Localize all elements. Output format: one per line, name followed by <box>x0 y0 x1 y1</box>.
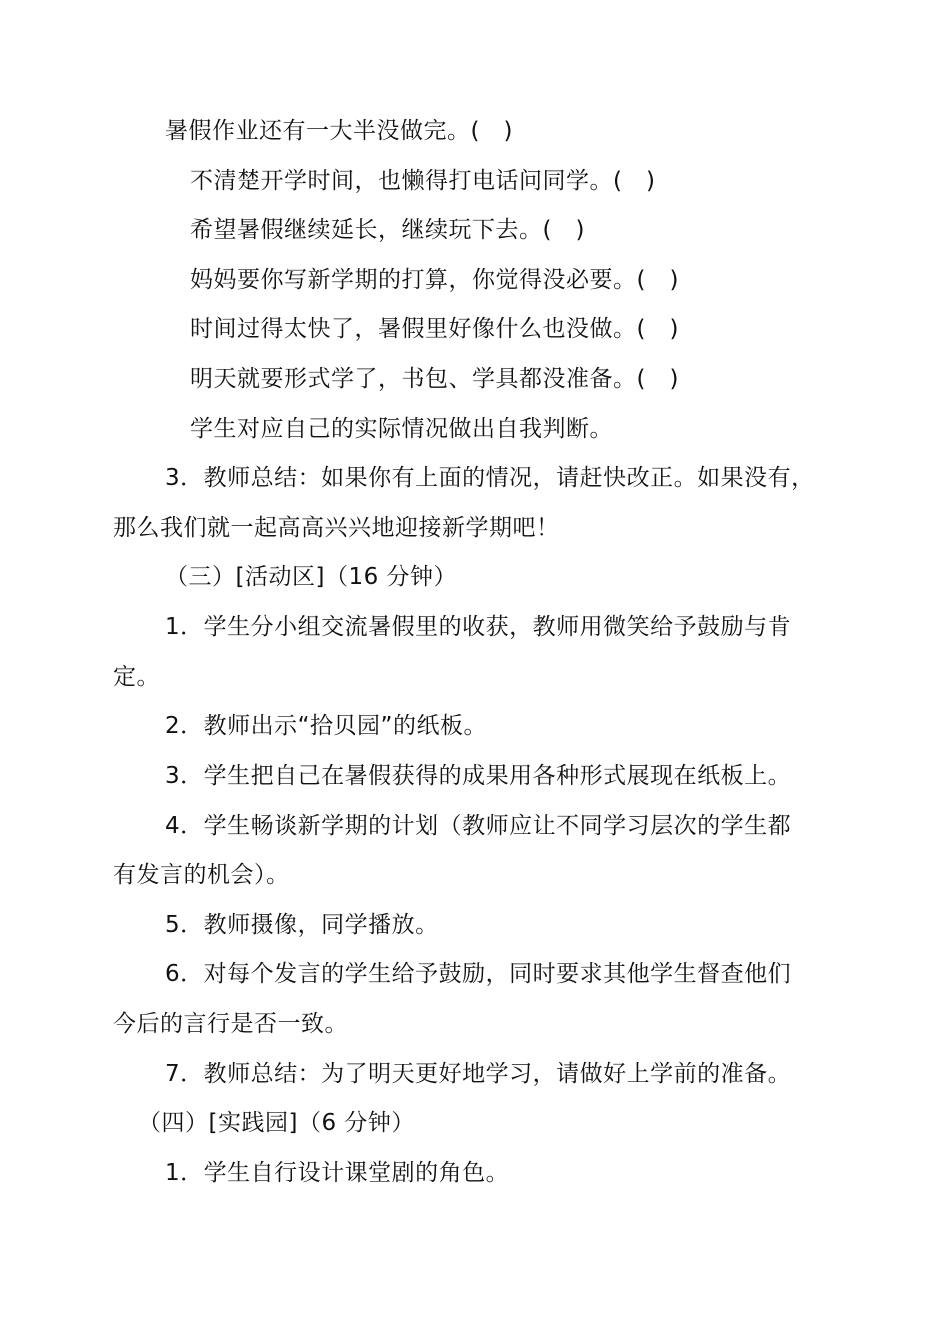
text-line: 不清楚开学时间，也懒得打电话问同学。( ) <box>190 168 656 194</box>
text-line: 3．教师总结：如果你有上面的情况，请赶快改正。如果没有， <box>165 465 815 491</box>
text-line: 1．学生分小组交流暑假里的收获，教师用微笑给予鼓励与肯 <box>165 614 792 640</box>
text-line: 妈妈要你写新学期的打算，你觉得没必要。( ) <box>190 267 679 293</box>
text-line: 暑假作业还有一大半没做完。( ) <box>165 118 513 144</box>
text-line: 希望暑假继续延长，继续玩下去。( ) <box>190 217 585 243</box>
text-line: 3．学生把自己在暑假获得的成果用各种形式展现在纸板上。 <box>165 763 792 789</box>
text-line: 4．学生畅谈新学期的计划（教师应让不同学习层次的学生都 <box>165 813 792 839</box>
text-line: 那么我们就一起高高兴兴地迎接新学期吧！ <box>113 515 560 541</box>
text-line: 有发言的机会）。 <box>113 862 290 888</box>
text-line: 明天就要形式学了，书包、学具都没准备。( ) <box>190 366 679 392</box>
section-heading: （三）[活动区]（16 分钟） <box>165 564 458 590</box>
text-line: 学生对应自己的实际情况做出自我判断。 <box>190 416 613 442</box>
section-heading: （四）[实践园]（6 分钟） <box>138 1110 415 1136</box>
text-line: 7．教师总结：为了明天更好地学习，请做好上学前的准备。 <box>165 1061 792 1087</box>
text-line: 定。 <box>113 664 160 690</box>
text-line: 1．学生自行设计课堂剧的角色。 <box>165 1160 510 1186</box>
text-line: 2．教师出示“拾贝园”的纸板。 <box>165 713 487 739</box>
text-line: 5．教师摄像，同学播放。 <box>165 912 439 938</box>
text-line: 今后的言行是否一致。 <box>113 1011 348 1037</box>
text-line: 6．对每个发言的学生给予鼓励，同时要求其他学生督查他们 <box>165 961 792 987</box>
text-line: 时间过得太快了，暑假里好像什么也没做。( ) <box>190 316 679 342</box>
